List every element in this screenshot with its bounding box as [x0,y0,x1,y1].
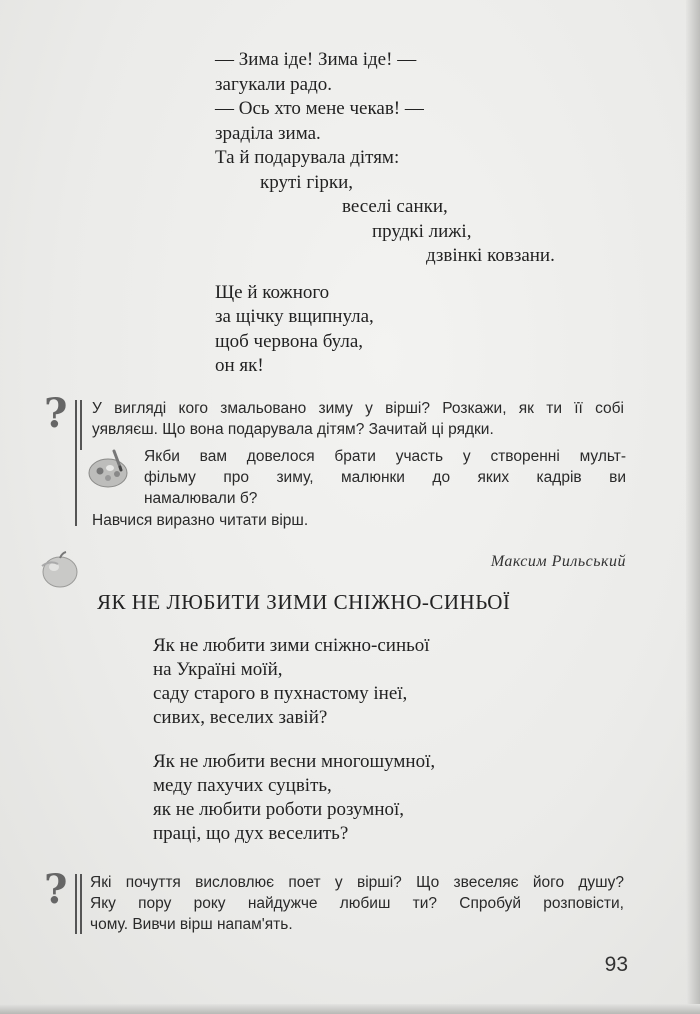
page-edge-bottom [0,1004,700,1014]
cartoon-task [144,446,626,509]
question-icon: ? [44,866,68,913]
poem-line: саду старого в пухнастому інеї, [153,683,408,704]
questions-block-2 [90,872,624,935]
questions-block-1 [92,398,624,440]
question-bar [75,874,77,934]
question-bar [75,400,77,526]
poem-line: прудкі лижі, [372,220,472,242]
poem-line: Як не любити весни многошумної, [153,751,436,772]
question-bar [80,874,82,934]
poem-line: — Ось хто мене чекав! — [215,98,424,119]
poem-line: Та й подарувала дітям: [215,147,400,168]
question-text: фільму про зиму, малюнки до яких кадрів ви [144,469,626,486]
poem-line: за щічку вщипнула, [215,306,374,327]
poem-title: ЯК НЕ ЛЮБИТИ ЗИМИ СНІЖНО-СИНЬОЇ [97,590,511,614]
question-icon: ? [44,390,68,437]
question-text: уявляєш. Що вона подарувала дітям? Зачитай ці рядки. [92,421,494,438]
question-text: Навчися виразно читати вірш. [92,512,309,529]
poem-line: на Україні моїй, [153,659,283,680]
poem-line: як не любити роботи розумної, [153,799,405,820]
poem-rylsky [153,634,435,846]
author-name: Максим Рильський [490,553,626,570]
question-text: У вигляді кого змальовано зиму у вірші? Розкажи, як ти її собі [92,400,624,417]
question-text: Яку пору року найдужче любиш ти? Спробуй розповісти, [90,895,624,912]
palette-icon [86,447,132,491]
poem-line: Ще й кожного [215,281,330,303]
poem-line: — Зима іде! Зима іде! — [215,49,417,70]
poem-line: веселі санки, [342,196,448,217]
page-edge-right [686,0,700,1014]
question-text: намалювали б? [144,490,258,507]
poem-line: щоб червона була, [215,330,364,352]
poem-line: дзвінкі ковзани. [426,245,555,266]
poem-line: праці, що дух веселить? [153,823,349,844]
poem-line: меду пахучих суцвіть, [153,775,332,796]
poem-line: Як не любити зими сніжно-синьої [153,635,430,656]
poem-line: он як! [215,355,264,376]
question-text: Які почуття висловлює поет у вірші? Що звеселяє його душу? [90,874,624,891]
poem-line: сивих, веселих завій? [153,707,328,728]
reading-task [92,510,308,531]
apple-icon [38,550,82,590]
poem-line: круті гірки, [260,171,354,193]
page-number: 93 [604,953,628,976]
question-text: Якби вам довелося брати участь у створенні мульт- [144,448,626,465]
poem-line: загукали радо. [215,73,333,95]
question-bar [80,400,82,450]
question-text: чому. Вивчи вірш напам'ять. [90,916,293,933]
poem-line: зраділа зима. [215,122,321,144]
poem-winter [215,48,555,379]
